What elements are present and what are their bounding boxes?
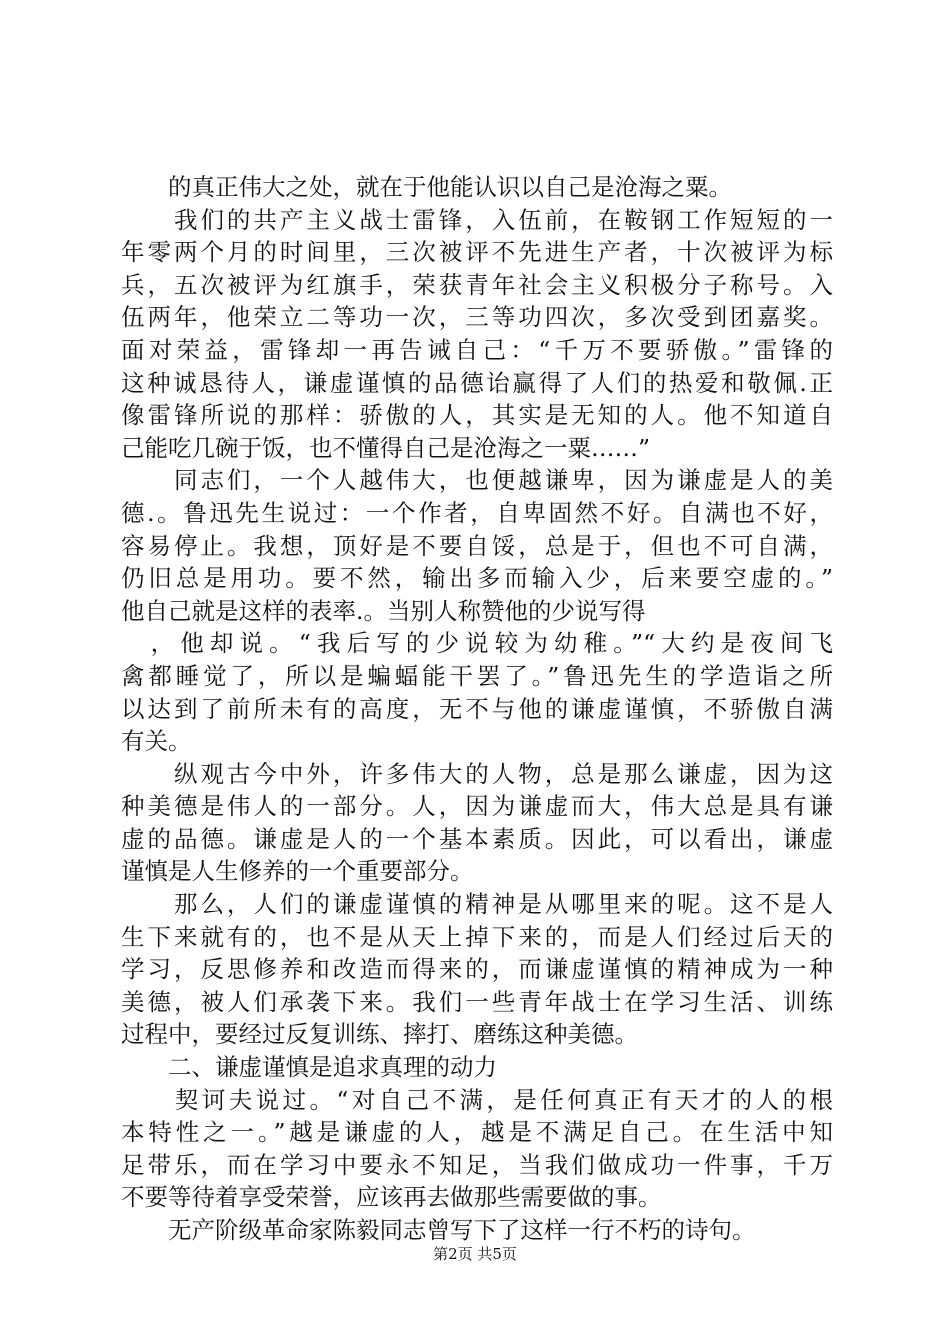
text-line: 仍旧总是用功。要不然，输出多而输入少，后来要空虚的。”: [121, 564, 833, 593]
text-line: 种美德是伟人的一部分。人，因为谦虚而大，伟大总是具有谦: [121, 792, 833, 821]
text-line: 伍两年，他荣立二等功一次，三等功四次，多次受到团嘉奖。: [121, 303, 833, 332]
text-line: ，他却说。“我后写的少说较为幼稚。”“大约是夜间飞: [121, 629, 833, 658]
text-line: 我们的共产主义战士雷锋，入伍前，在鞍钢工作短短的一: [121, 205, 833, 234]
text-line: 容易停止。我想，顶好是不要自馁，总是于，但也不可自满，: [121, 531, 833, 560]
text-line: 年零两个月的时间里，三次被评不先进生产者，十次被评为标: [121, 238, 833, 267]
text-line: 纵观古今中外，许多伟大的人物，总是那么谦虚，因为这: [121, 759, 833, 788]
text-line: 虚的品德。谦虚是人的一个基本素质。因此，可以看出，谦虚: [121, 824, 833, 853]
text-line: 他自己就是这样的表率.。当别人称赞他的少说写得: [121, 596, 646, 625]
text-line: 己能吃几碗于饭，也不懂得自己是沧海之一粟……”: [121, 433, 651, 462]
text-line: 二、谦虚谨慎是追求真理的动力: [121, 1053, 497, 1082]
text-line: 不要等待着享受荣誉，应该再去做那些需要做的事。: [121, 1183, 662, 1212]
text-line: 兵，五次被评为红旗手，荣获青年社会主义积极分子称号。入: [121, 270, 833, 299]
text-line: 这种诚恳待人，谦虚谨慎的品德诒赢得了人们的热爱和敬佩.正: [121, 368, 833, 397]
text-line: 生下来就有的，也不是从天上掉下来的，而是人们经过后天的: [121, 922, 833, 951]
text-line: 那么，人们的谦虚谨慎的精神是从哪里来的呢。这不是人: [121, 890, 833, 919]
text-line: 过程中，要经过反复训练、摔打、磨练这种美德。: [121, 1020, 638, 1049]
text-line: 足带乐，而在学习中要永不知足，当我们做成功一件事，千万: [121, 1150, 833, 1179]
text-line: 美德，被人们承袭下来。我们一些青年战士在学习生活、训练: [121, 987, 833, 1016]
text-line: 以达到了前所未有的高度，无不与他的谦虚谨慎，不骄傲自满: [121, 694, 833, 723]
text-line: 同志们，一个人越伟大，也便越谦卑，因为谦虚是人的美: [121, 466, 833, 495]
text-line: 的真正伟大之处，就在于他能认识以自己是沧海之粟。: [121, 173, 732, 201]
text-line: 德.。鲁迅先生说过：一个作者，自卑固然不好。自满也不好，: [121, 498, 833, 527]
text-line: 契诃夫说过。“对自己不满，是任何真正有天才的人的根: [121, 1085, 833, 1114]
text-line: 无产阶级革命家陈毅同志曾写下了这样一行不朽的诗句。: [121, 1216, 756, 1244]
body-text: [121, 171, 833, 1247]
text-line: 学习，反思修养和改造而得来的，而谦虚谨慎的精神成为一种: [121, 955, 833, 984]
text-line: 本特性之一。”越是谦虚的人，越是不满足自己。在生活中知: [121, 1118, 833, 1147]
text-line: 面对荣益，雷锋却一再告诫自己：“千万不要骄傲。”雷锋的: [121, 335, 833, 364]
text-line: 像雷锋所说的那样：骄傲的人，其实是无知的人。他不知道自: [121, 401, 833, 430]
text-line: 禽都睡觉了，所以是蝙蝠能干罢了。”鲁迅先生的学造诣之所: [121, 661, 833, 690]
text-line: 有关。: [121, 727, 192, 756]
page-footer: 第2页 共5页: [433, 1245, 517, 1263]
text-line: 谨慎是人生修养的一个重要部分。: [121, 857, 474, 886]
